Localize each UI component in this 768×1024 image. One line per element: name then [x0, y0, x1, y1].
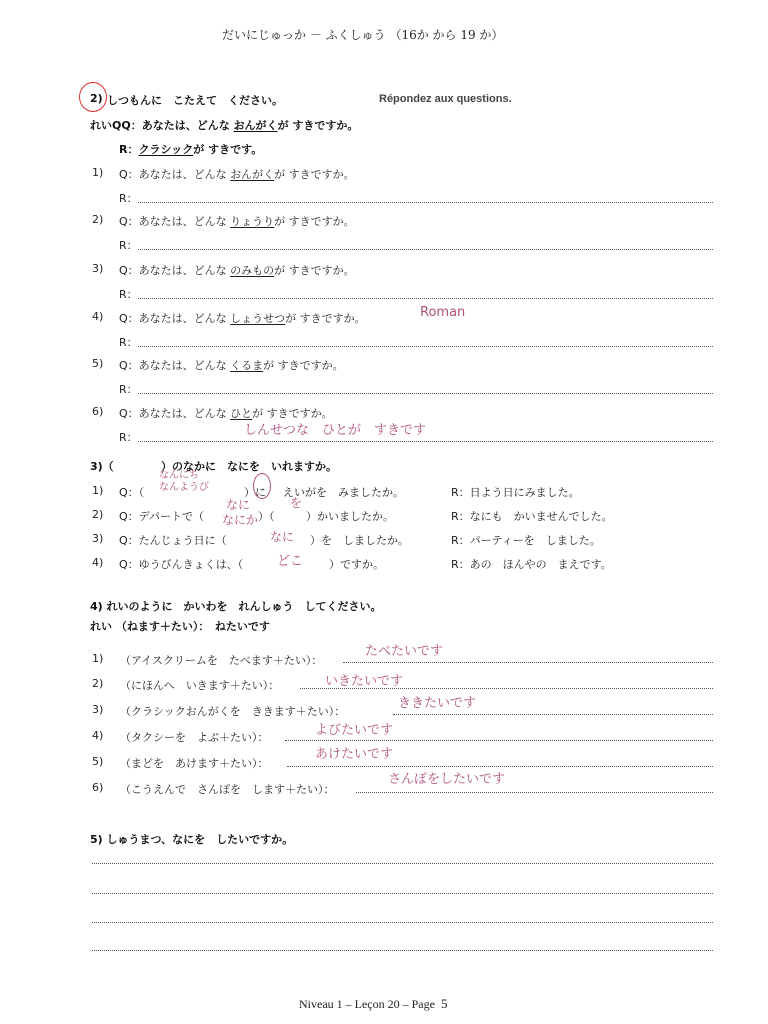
handwritten-answer: たべたいです	[365, 644, 444, 659]
handwritten-answer: あけたいです	[315, 747, 394, 762]
s2-example-q: れいQQ：あなたは、どんな おんがくが すきですか。	[90, 119, 359, 132]
s4-item-number: 3)	[92, 703, 104, 716]
s3-title-open: 3)（	[90, 460, 114, 473]
s3-response: R：日よう日にみました。	[451, 486, 580, 499]
handwritten-answer: ききたいです	[398, 696, 477, 711]
handwritten-answer: さんぽをしたいです	[388, 772, 506, 787]
answer-line[interactable]	[92, 863, 713, 864]
handwritten-answer: よびたいです	[315, 723, 394, 738]
s4-title: 4) れいのように かいわを れんしゅう してください。	[90, 600, 382, 613]
s3-response: R：あの ほんやの まえです。	[451, 558, 612, 571]
s3-question-part: ）ですか。	[329, 558, 384, 571]
s2-question: Q：あなたは、どんな りょうりが すきですか。	[119, 215, 355, 228]
answer-line[interactable]	[356, 792, 713, 793]
handwritten-circle	[253, 473, 271, 499]
s4-item-number: 6)	[92, 781, 104, 794]
s3-question-part: Q：（	[119, 486, 145, 499]
s2-question: Q：あなたは、どんな のみものが すきですか。	[119, 264, 355, 277]
s4-item-number: 5)	[92, 755, 104, 768]
answer-line[interactable]	[138, 249, 713, 250]
s4-example: れい （ねます＋たい）： ねたいです	[90, 620, 270, 633]
s4-prompt: （まどを あけます＋たい）：	[120, 757, 269, 770]
answer-line[interactable]	[138, 441, 713, 442]
handwritten-answer: なに	[226, 498, 251, 512]
s3-question-part: ）に	[244, 486, 266, 499]
s2-question: Q：あなたは、どんな しょうせつが すきですか。	[119, 312, 366, 325]
s3-response: R：パーティーを しました。	[451, 534, 601, 547]
page-footer: Niveau 1 – Leçon 20 – Page 5	[299, 996, 448, 1011]
s3-question-part: ）を しましたか。	[310, 534, 409, 547]
s3-item-number: 1)	[92, 484, 104, 497]
s2-title: しつもんに こたえて ください。	[107, 94, 283, 107]
s4-prompt: （タクシーを よぶ＋たい）：	[120, 731, 269, 744]
s3-question-part: Q：たんじょう日に（	[119, 534, 227, 547]
s4-item-number: 2)	[92, 677, 104, 690]
handwritten-note-roman: Roman	[420, 305, 466, 320]
s2-r-label: R：	[119, 288, 138, 301]
s5-title: 5) しゅうまつ、なにを したいですか。	[90, 833, 294, 846]
s2-example-r: R：クラシックが すきです。	[119, 143, 263, 156]
answer-line[interactable]	[138, 298, 713, 299]
s2-r-label: R：	[119, 239, 138, 252]
handwritten-answer: を	[290, 496, 303, 510]
s4-prompt: （クラシックおんがくを ききます＋たい）：	[120, 705, 346, 718]
s2-r-label: R：	[119, 383, 138, 396]
s2-question: Q：あなたは、どんな くるまが すきですか。	[119, 359, 344, 372]
answer-line[interactable]	[300, 688, 713, 689]
answer-line[interactable]	[287, 766, 713, 767]
s2-r-label: R：	[119, 431, 138, 444]
answer-line[interactable]	[92, 893, 713, 894]
s3-question-part: Q：デパートで（	[119, 510, 204, 523]
handwritten-answer: なに	[270, 530, 295, 544]
page-title: だいにじゅっか － ふくしゅう （16か から 19 か）	[222, 28, 504, 42]
s3-item-number: 4)	[92, 556, 104, 569]
s3-question-part: ）（	[258, 510, 275, 523]
handwritten-answer: どこ	[277, 554, 304, 569]
s2-item-number: 2)	[92, 213, 104, 226]
s2-number: 2)	[90, 92, 103, 105]
s4-item-number: 1)	[92, 652, 104, 665]
page-number: 5	[440, 996, 448, 1011]
handwritten-answer: いきたいです	[325, 674, 404, 689]
s2-item-number: 6)	[92, 405, 104, 418]
answer-line[interactable]	[138, 393, 713, 394]
handwritten-answer: なんにち なんようび	[159, 470, 209, 493]
s2-r-label: R：	[119, 336, 138, 349]
answer-line[interactable]	[285, 740, 713, 741]
s2-title-fr: Répondez aux questions.	[379, 93, 512, 105]
s2-r-label: R：	[119, 192, 138, 205]
handwritten-answer: なにか	[222, 513, 259, 527]
s2-item-number: 5)	[92, 357, 104, 370]
answer-line[interactable]	[138, 346, 713, 347]
answer-line[interactable]	[343, 662, 713, 663]
s2-item-number: 3)	[92, 262, 104, 275]
s2-question: Q：あなたは、どんな おんがくが すきですか。	[119, 168, 355, 181]
answer-line[interactable]	[393, 714, 713, 715]
s4-item-number: 4)	[92, 729, 104, 742]
s2-question: Q：あなたは、どんな ひとが すきですか。	[119, 407, 333, 420]
s3-item-number: 3)	[92, 532, 104, 545]
s2-item-number: 4)	[92, 310, 104, 323]
answer-line[interactable]	[92, 950, 713, 951]
s3-question-part: ）かいましたか。	[306, 510, 394, 523]
s3-response: R：なにも かいませんでした。	[451, 510, 613, 523]
s4-prompt: （こうえんで さんぽを します＋たい）：	[120, 783, 335, 796]
s3-title: ）のなかに なにを いれますか。	[161, 460, 337, 473]
s2-item-number: 1)	[92, 166, 104, 179]
s4-prompt: （アイスクリームを たべます＋たい）：	[120, 654, 323, 667]
s3-item-number: 2)	[92, 508, 104, 521]
s3-question-part: Q：ゆうびんきょくは、（	[119, 558, 244, 571]
s3-question-part: えいがを みましたか。	[283, 486, 404, 499]
answer-line[interactable]	[92, 922, 713, 923]
answer-line[interactable]	[138, 202, 713, 203]
handwritten-answer: しんせつな ひとが すきです	[244, 423, 427, 438]
s4-prompt: （にほんへ いきます＋たい）：	[120, 679, 280, 692]
